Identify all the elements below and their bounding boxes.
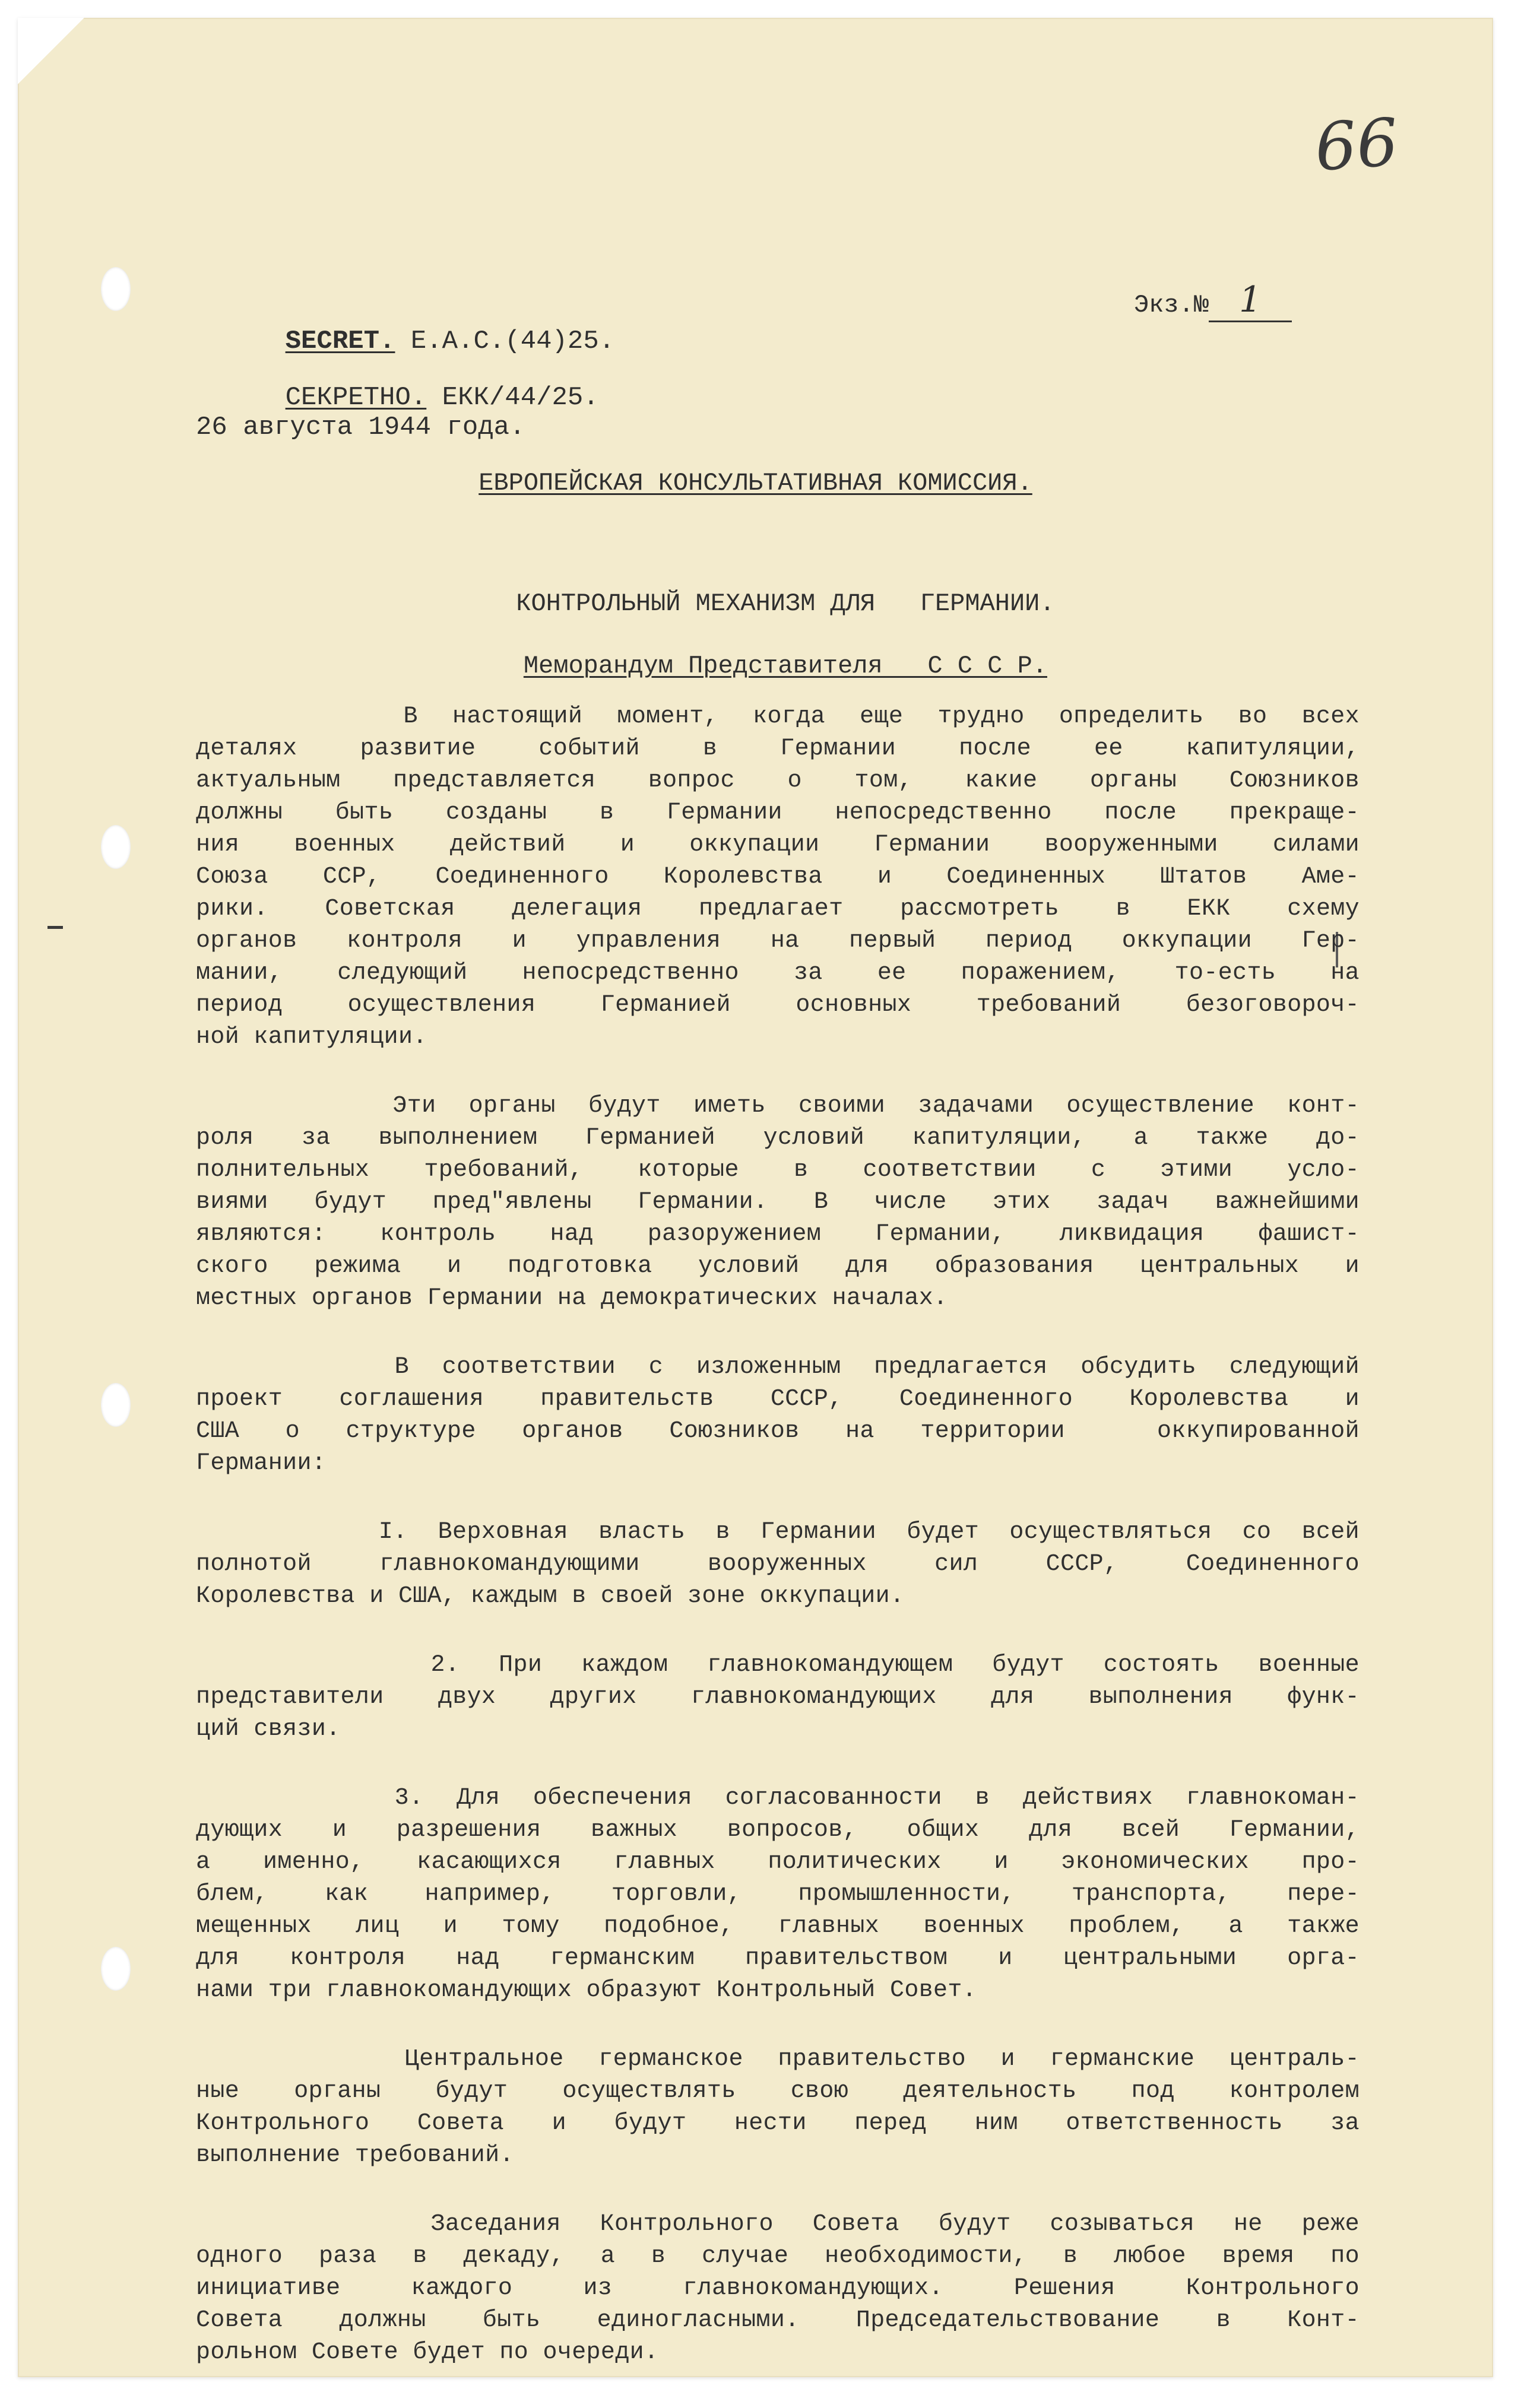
text-line: нами три главнокомандующих образуют Контрольный Совет. [196,1977,977,2004]
text-line: ной капитуляции. [196,1024,427,1051]
text-line: Совета должны быть единогласными. Председательствование в Конт- [196,2307,1360,2334]
paragraph-2 [196,1093,1360,1317]
text-line: мещенных лиц и тому подобное, главных военных проблем, а также [196,1913,1360,1940]
text-line: полнотой главнокомандующими вооруженных сил СССР, Соединенного [196,1551,1360,1578]
punch-hole-3 [101,1383,131,1427]
document-page [18,18,1493,2377]
paragraph-7 [196,2046,1360,2174]
text-line: ций связи. [196,1716,341,1743]
text-line: роля за выполнением Германией условий капитуляции, а также до- [196,1125,1360,1151]
memo-title [18,623,1493,709]
ref-en: E.A.C.(44)25. [395,326,615,356]
text-line: 3. Для обеспечения согласованности в действиях главнокоман- [196,1785,1360,1811]
memo-title-text: Меморандум Представителя С С С Р. [523,652,1047,680]
commission-title [18,469,1493,497]
text-line: Германии: [196,1450,327,1477]
text-line: должны быть созданы в Германии непосредственно после прекраще- [196,800,1360,826]
text-line: Союза ССР, Соединенного Королевства и Соединенных Штатов Аме- [196,864,1360,890]
text-line: виями будут пред"явлены Германии. В числе этих задач важнейшими [196,1189,1360,1216]
text-line: одного раза в декаду, а в случае необходимости, в любое время по [196,2243,1360,2270]
text-line: выполнение требований. [196,2142,514,2169]
paragraph-3 [196,1354,1360,1482]
text-line: инициативе каждого из главнокомандующих. Решения Контрольного [196,2275,1360,2302]
commission-title-text: ЕВРОПЕЙСКАЯ КОНСУЛЬТАТИВНАЯ КОМИССИЯ. [479,469,1032,497]
margin-dash-mark [47,926,63,929]
date-line: 26 августа 1944 года. [196,413,525,442]
text-line: являются: контроль над разоружением Германии, ликвидация фашист- [196,1221,1360,1248]
text-line: проект соглашения правительств СССР, Соединенного Королевства и [196,1386,1360,1413]
text-line: рики. Советская делегация предлагает рассмотреть в ЕКК схему [196,896,1360,922]
ref-ru: ЕКК/44/25. [426,383,599,413]
secret-ru-label: СЕКРЕТНО. [285,383,427,413]
text-line: В настоящий момент, когда еще трудно определить во всех [196,703,1360,730]
text-line: Центральное германское правительство и германские централь- [196,2046,1360,2073]
text-line: I. Верховная власть в Германии будет осуществляться со всей [196,1519,1360,1546]
subject-title-text: КОНТРОЛЬНЫЙ МЕХАНИЗМ ДЛЯ ГЕРМАНИИ. [516,589,1055,618]
text-line: период осуществления Германией основных требований безоговороч- [196,992,1360,1019]
punch-hole-4 [101,1947,131,1991]
paragraph-8 [196,2211,1360,2371]
text-line: Эти органы будут иметь своими задачами осуществление конт- [196,1093,1360,1119]
copy-number [1134,279,1292,322]
text-line: США о структуре органов Союзников на территории оккупированной [196,1418,1360,1445]
text-line: для контроля над германским правительством и центральными орга- [196,1945,1360,1972]
text-line: Королевства и США, каждым в своей зоне оккупации. [196,1583,905,1610]
copy-label: Экз.№ [1134,291,1209,319]
text-line: а именно, касающихся главных политических и экономических про- [196,1849,1360,1876]
text-line: рольном Совете будет по очереди. [196,2339,659,2366]
text-line: местных органов Германии на демократических началах. [196,1285,948,1312]
text-line: полнительных требований, которые в соответствии с этими усло- [196,1157,1360,1184]
text-line: Заседания Контрольного Совета будут созываться не реже [196,2211,1360,2238]
text-line: мании, следующий непосредственно за ее поражением, то-есть на [196,960,1360,986]
paragraph-6 [196,1785,1360,2009]
text-line: ского режима и подготовка условий для образования центральных и [196,1253,1360,1280]
punch-hole-2 [101,825,131,869]
memo-body [196,703,1360,2408]
text-line: блем, как например, торговли, промышленности, транспорта, пере- [196,1881,1360,1908]
page-number: 66 [1312,104,1401,186]
text-line: представители двух других главнокомандующих для выполнения функ- [196,1684,1360,1711]
text-line: органов контроля и управления на первый период оккупации Гер- [196,928,1360,954]
paragraph-5 [196,1652,1360,1748]
paragraph-1 [196,703,1360,1056]
text-line: дующих и разрешения важных вопросов, общих для всей Германии, [196,1817,1360,1844]
text-line: 2. При каждом главнокомандующем будут состоять военные [196,1652,1360,1679]
paragraph-4 [196,1519,1360,1615]
text-line: актуальным представляется вопрос о том, какие органы Союзников [196,767,1360,794]
text-line: Контрольного Совета и будут нести перед ним ответственность за [196,2110,1360,2137]
text-line: ния военных действий и оккупации Германии вооруженными силами [196,832,1360,858]
text-line: ные органы будут осуществлять свою деятельность под контролем [196,2078,1360,2105]
text-line: деталях развитие событий в Германии после ее капитуляции, [196,735,1360,762]
copy-number-value: 1 [1209,279,1292,322]
punch-hole-1 [101,267,131,311]
text-line: В соответствии с изложенным предлагается обсудить следующий [196,1354,1360,1381]
secret-en-label: SECRET. [285,326,395,356]
